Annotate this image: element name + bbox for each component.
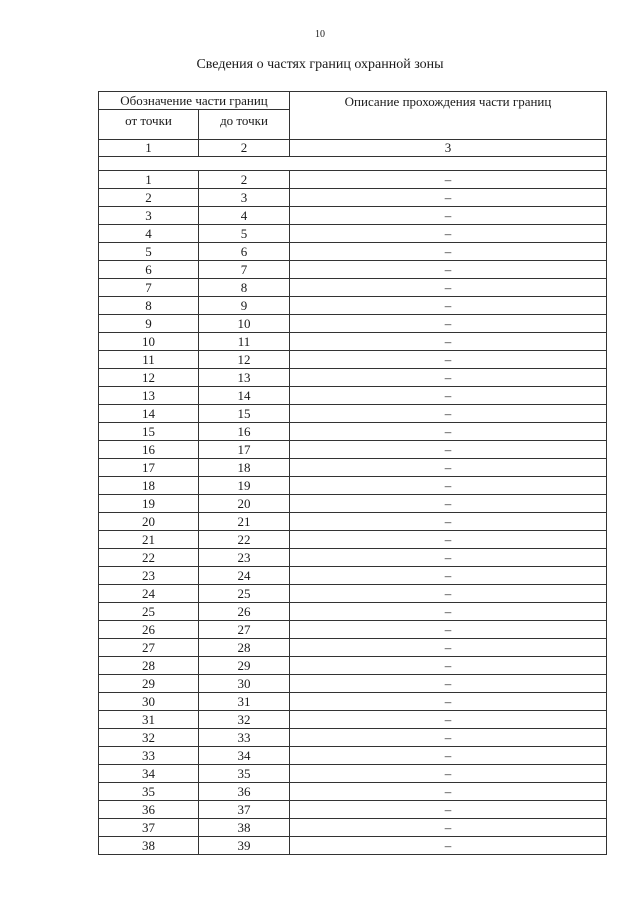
header-to-point: до точки: [199, 110, 290, 140]
description-cell: –: [290, 711, 607, 729]
description-cell: –: [290, 279, 607, 297]
table-row: [99, 801, 607, 819]
description-cell: –: [290, 801, 607, 819]
table-row: [99, 261, 607, 279]
table-row: [99, 351, 607, 369]
from-point-cell: 26: [99, 621, 199, 639]
description-cell: –: [290, 675, 607, 693]
from-point-cell: 31: [99, 711, 199, 729]
from-point-cell: 9: [99, 315, 199, 333]
to-point-cell: 23: [199, 549, 290, 567]
table-row: [99, 171, 607, 189]
to-point-cell: 22: [199, 531, 290, 549]
to-point-cell: 15: [199, 405, 290, 423]
from-point-cell: 22: [99, 549, 199, 567]
to-point-cell: 16: [199, 423, 290, 441]
table-row: [99, 459, 607, 477]
from-point-cell: 1: [99, 171, 199, 189]
column-number: 3: [290, 140, 607, 157]
description-cell: –: [290, 837, 607, 855]
to-point-cell: 4: [199, 207, 290, 225]
from-point-cell: 4: [99, 225, 199, 243]
table-row: [99, 621, 607, 639]
to-point-cell: 8: [199, 279, 290, 297]
table-row: [99, 405, 607, 423]
description-cell: –: [290, 549, 607, 567]
to-point-cell: 38: [199, 819, 290, 837]
to-point-cell: 25: [199, 585, 290, 603]
from-point-cell: 19: [99, 495, 199, 513]
description-cell: –: [290, 351, 607, 369]
table-row: [99, 783, 607, 801]
to-point-cell: 36: [199, 783, 290, 801]
from-point-cell: 12: [99, 369, 199, 387]
description-cell: –: [290, 729, 607, 747]
from-point-cell: 29: [99, 675, 199, 693]
to-point-cell: 17: [199, 441, 290, 459]
to-point-cell: 30: [199, 675, 290, 693]
table-row: [99, 585, 607, 603]
to-point-cell: 33: [199, 729, 290, 747]
boundary-parts-table: [98, 91, 607, 855]
description-cell: –: [290, 693, 607, 711]
blank-row: [99, 157, 607, 171]
table-row: [99, 423, 607, 441]
table-row: [99, 297, 607, 315]
to-point-cell: 20: [199, 495, 290, 513]
column-number: 1: [99, 140, 199, 157]
to-point-cell: 34: [199, 747, 290, 765]
from-point-cell: 33: [99, 747, 199, 765]
table-row: [99, 693, 607, 711]
from-point-cell: 38: [99, 837, 199, 855]
description-cell: –: [290, 207, 607, 225]
to-point-cell: 3: [199, 189, 290, 207]
table-row: [99, 513, 607, 531]
table-row: [99, 549, 607, 567]
description-cell: –: [290, 477, 607, 495]
description-cell: –: [290, 441, 607, 459]
from-point-cell: 16: [99, 441, 199, 459]
from-point-cell: 3: [99, 207, 199, 225]
description-cell: –: [290, 189, 607, 207]
table-row: [99, 369, 607, 387]
table-row: [99, 387, 607, 405]
to-point-cell: 6: [199, 243, 290, 261]
from-point-cell: 30: [99, 693, 199, 711]
table-row: [99, 729, 607, 747]
table-row: [99, 837, 607, 855]
from-point-cell: 25: [99, 603, 199, 621]
table-row: [99, 207, 607, 225]
column-number-row: [99, 140, 607, 157]
description-cell: –: [290, 603, 607, 621]
to-point-cell: 13: [199, 369, 290, 387]
from-point-cell: 7: [99, 279, 199, 297]
to-point-cell: 39: [199, 837, 290, 855]
to-point-cell: 2: [199, 171, 290, 189]
table-row: [99, 189, 607, 207]
table-row: [99, 639, 607, 657]
description-cell: –: [290, 657, 607, 675]
to-point-cell: 10: [199, 315, 290, 333]
to-point-cell: 26: [199, 603, 290, 621]
from-point-cell: 37: [99, 819, 199, 837]
blank-cell: [99, 157, 607, 171]
to-point-cell: 7: [199, 261, 290, 279]
header-boundary-description: Описание прохождения части границ: [290, 92, 607, 140]
table-row: [99, 531, 607, 549]
description-cell: –: [290, 261, 607, 279]
table-row: [99, 819, 607, 837]
header-from-point: от точки: [99, 110, 199, 140]
from-point-cell: 10: [99, 333, 199, 351]
table-row: [99, 603, 607, 621]
from-point-cell: 5: [99, 243, 199, 261]
description-cell: –: [290, 297, 607, 315]
from-point-cell: 23: [99, 567, 199, 585]
table-row: [99, 657, 607, 675]
to-point-cell: 35: [199, 765, 290, 783]
to-point-cell: 14: [199, 387, 290, 405]
page-number: 10: [315, 29, 325, 40]
table-row: [99, 315, 607, 333]
page-title: Сведения о частях границ охранной зоны: [196, 57, 444, 72]
from-point-cell: 21: [99, 531, 199, 549]
description-cell: –: [290, 567, 607, 585]
description-cell: –: [290, 639, 607, 657]
from-point-cell: 35: [99, 783, 199, 801]
to-point-cell: 31: [199, 693, 290, 711]
to-point-cell: 19: [199, 477, 290, 495]
to-point-cell: 11: [199, 333, 290, 351]
to-point-cell: 18: [199, 459, 290, 477]
table-row: [99, 765, 607, 783]
from-point-cell: 24: [99, 585, 199, 603]
description-cell: –: [290, 459, 607, 477]
from-point-cell: 28: [99, 657, 199, 675]
description-cell: –: [290, 747, 607, 765]
description-cell: –: [290, 783, 607, 801]
description-cell: –: [290, 531, 607, 549]
to-point-cell: 21: [199, 513, 290, 531]
description-cell: –: [290, 585, 607, 603]
description-cell: –: [290, 495, 607, 513]
from-point-cell: 18: [99, 477, 199, 495]
description-cell: –: [290, 387, 607, 405]
description-cell: –: [290, 369, 607, 387]
description-cell: –: [290, 171, 607, 189]
table-row: [99, 747, 607, 765]
description-cell: –: [290, 225, 607, 243]
description-cell: –: [290, 333, 607, 351]
table-row: [99, 279, 607, 297]
table-row: [99, 567, 607, 585]
description-cell: –: [290, 819, 607, 837]
table-row: [99, 441, 607, 459]
table-row: [99, 477, 607, 495]
from-point-cell: 15: [99, 423, 199, 441]
to-point-cell: 5: [199, 225, 290, 243]
from-point-cell: 2: [99, 189, 199, 207]
to-point-cell: 9: [199, 297, 290, 315]
from-point-cell: 36: [99, 801, 199, 819]
to-point-cell: 12: [199, 351, 290, 369]
description-cell: –: [290, 315, 607, 333]
to-point-cell: 37: [199, 801, 290, 819]
table-body: [99, 140, 607, 855]
to-point-cell: 29: [199, 657, 290, 675]
to-point-cell: 32: [199, 711, 290, 729]
to-point-cell: 28: [199, 639, 290, 657]
description-cell: –: [290, 243, 607, 261]
table-row: [99, 711, 607, 729]
from-point-cell: 34: [99, 765, 199, 783]
from-point-cell: 13: [99, 387, 199, 405]
column-number: 2: [199, 140, 290, 157]
description-cell: –: [290, 621, 607, 639]
to-point-cell: 27: [199, 621, 290, 639]
description-cell: –: [290, 513, 607, 531]
description-cell: –: [290, 765, 607, 783]
from-point-cell: 14: [99, 405, 199, 423]
description-cell: –: [290, 405, 607, 423]
from-point-cell: 6: [99, 261, 199, 279]
from-point-cell: 11: [99, 351, 199, 369]
from-point-cell: 8: [99, 297, 199, 315]
description-cell: –: [290, 423, 607, 441]
from-point-cell: 17: [99, 459, 199, 477]
header-boundary-part-designation: Обозначение части границ: [99, 92, 290, 110]
from-point-cell: 27: [99, 639, 199, 657]
from-point-cell: 32: [99, 729, 199, 747]
table-row: [99, 333, 607, 351]
from-point-cell: 20: [99, 513, 199, 531]
table-row: [99, 243, 607, 261]
table-row: [99, 675, 607, 693]
table-row: [99, 225, 607, 243]
table-row: [99, 495, 607, 513]
to-point-cell: 24: [199, 567, 290, 585]
